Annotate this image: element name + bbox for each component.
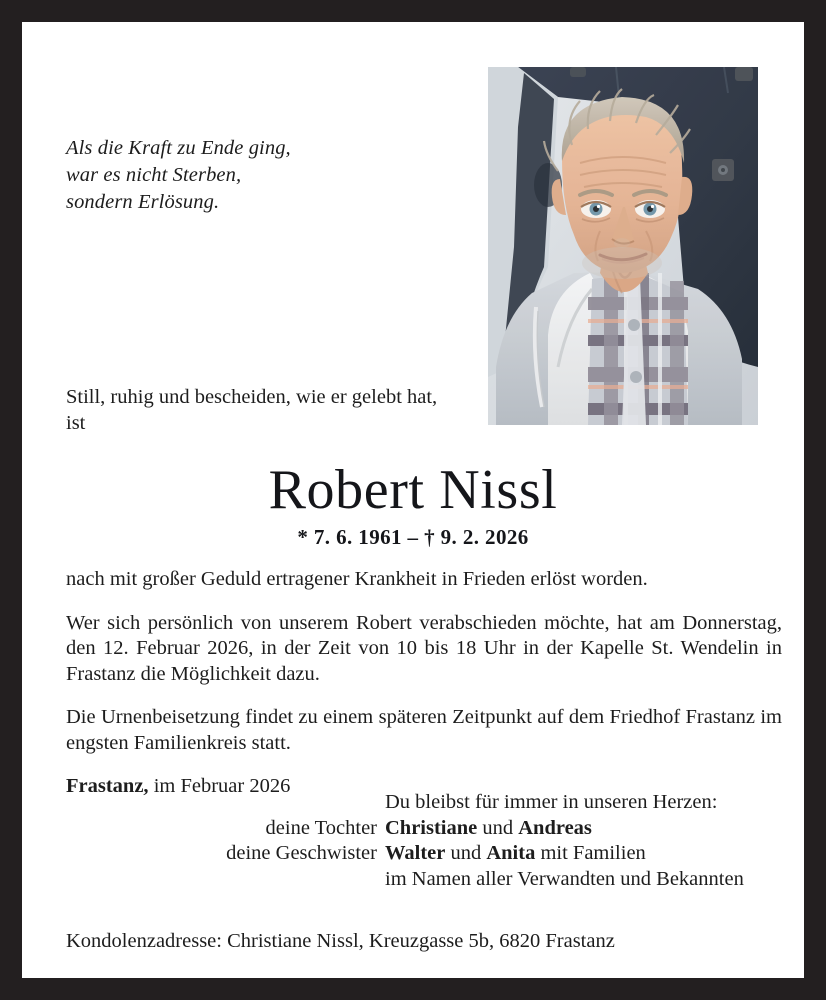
name-block — [22, 459, 804, 550]
epigraph-line-1: Als die Kraft zu Ende ging, — [66, 137, 291, 159]
survivors-block — [66, 790, 782, 892]
survivor-row — [66, 816, 782, 842]
paragraph-2: Wer sich persönlich von unserem Robert verabschieden möchte, hat am Donnerstag, den 12. Februar 2026, in der Zeit von 10 bis 18 Uhr in der Kapelle St. Wendelin in Frastanz die Möglichkeit dazu. — [66, 611, 782, 685]
survivor-name-primary: Walter — [385, 842, 446, 864]
portrait-photo — [488, 67, 758, 425]
survivor-relation: deine Geschwister — [226, 842, 377, 864]
intro-text: Still, ruhig und bescheiden, wie er gelebt hat, ist — [66, 386, 438, 434]
survivor-relation: deine Tochter — [265, 816, 377, 839]
survivor-suffix: mit Familien — [535, 842, 646, 864]
survivors-lead: Du bleibst für immer in unseren Herzen: — [385, 791, 718, 813]
survivor-conjunction: und — [477, 816, 519, 839]
body-text — [66, 567, 782, 800]
portrait-photo-illustration — [488, 67, 758, 425]
survivors-tail: im Namen aller Verwandten und Bekannten — [385, 867, 744, 890]
survivor-name-primary: Christiane — [385, 816, 478, 839]
survivor-row — [66, 841, 782, 867]
epigraph-line-3: sondern Erlösung. — [66, 191, 220, 213]
condolence-address: Kondolenzadresse: Christiane Nissl, Kreuzgasse 5b, 6820 Frastanz — [66, 930, 615, 952]
death-notice-page — [22, 22, 804, 978]
deceased-name: Robert Nissl — [268, 459, 558, 521]
survivor-name-secondary: Anita — [486, 842, 536, 864]
place-name: Frastanz, — [66, 775, 149, 797]
life-dates: * 7. 6. 1961 – † 9. 2. 2026 — [297, 525, 529, 549]
paragraph-3: Die Urnenbeisetzung findet zu einem späteren Zeitpunkt auf dem Friedhof Frastanz im engsten Familienkreis statt. — [66, 706, 782, 754]
survivor-names — [385, 816, 592, 842]
epigraph-line-2: war es nicht Sterben, — [66, 164, 242, 186]
survivor-name-secondary: Andreas — [518, 816, 592, 839]
survivor-conjunction: und — [445, 842, 487, 864]
epigraph-verse — [66, 135, 436, 216]
survivor-names — [385, 841, 646, 867]
paragraph-1: nach mit großer Geduld ertragener Krankheit in Frieden erlöst worden. — [66, 568, 648, 590]
place-month-year: im Februar 2026 — [148, 775, 291, 797]
